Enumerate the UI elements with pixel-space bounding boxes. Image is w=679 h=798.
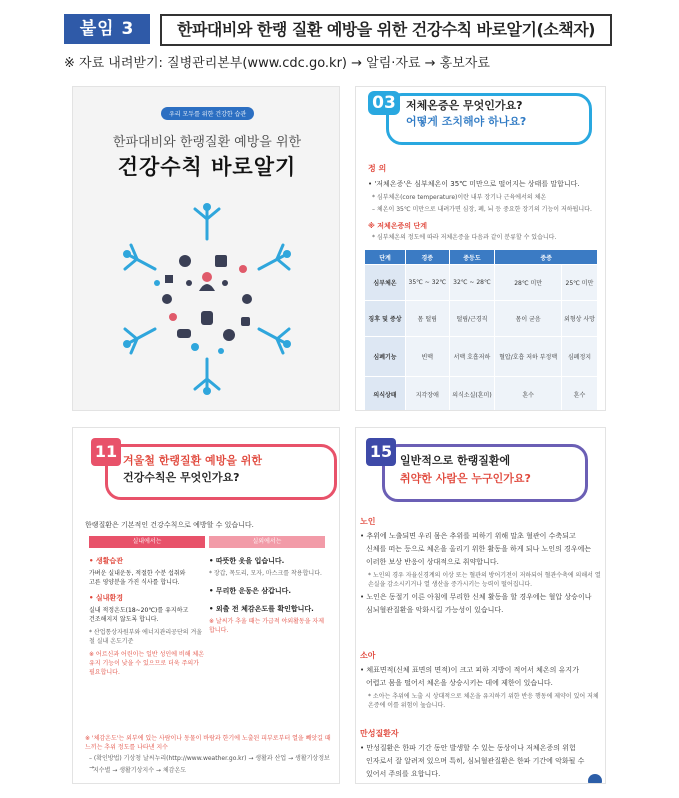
q03-question-line2: 어떻게 조치해야 하나요?: [406, 115, 527, 128]
q03-definition-3: – 체온이 35℃ 미만으로 내려가면 심장, 폐, 뇌 등 중요한 장기의 기능이 저하됩니다.: [372, 206, 592, 213]
q11-intro: 한랭질환은 기본적인 건강수칙으로 예방할 수 있습니다.: [85, 521, 254, 529]
table-header: 단계: [365, 250, 406, 265]
table-row-label: 징후 및 증상: [365, 301, 406, 337]
list-item: 심뇌혈관질환을 악화시킬 가능성이 있습니다.: [366, 606, 504, 614]
list-item: 고른 영양분을 가진 식사를 합니다.: [89, 579, 180, 586]
cover-page: [72, 86, 340, 411]
table-cell: 몸이 굳음: [495, 301, 562, 337]
table-row-label: 심폐기능: [365, 337, 406, 377]
list-item: * 장갑, 목도리, 모자, 마스크를 착용합니다.: [209, 570, 322, 577]
q11-question-line1: 겨울철 한랭질환 예방을 위한: [123, 454, 262, 467]
q11-number: 11: [91, 438, 121, 466]
list-item: * 노인의 경우 자율신경계의 이상 또는 혈관의 방어기전이 저하되어 혈관수축에 의해서 열 손실을 감소시키거나 열 생산을 증가시키는 능력이 떨어집니다.: [368, 572, 601, 588]
list-item: • 무리한 운동은 삼갑니다.: [209, 587, 292, 595]
q15-question-line2: 취약한 사람은 누구인가요?: [400, 472, 531, 485]
table-cell: 35℃ ~ 32℃: [406, 265, 450, 301]
section-elderly: [360, 530, 602, 617]
table-cell: 떨림/근경직: [449, 301, 495, 337]
list-item: • 생활습관: [89, 557, 123, 565]
list-item: 신체를 떠는 등으로 체온을 올리기 위한 활동을 하게 되나 노인의 경우에는: [366, 545, 592, 553]
q15-number: 15: [366, 438, 396, 466]
snowflake-illustration-icon: [107, 199, 307, 399]
page-number-dot-icon: [588, 774, 602, 784]
q03-stage-heading: ※ 저체온증의 단계: [368, 222, 428, 230]
table-cell: 빈맥: [406, 337, 450, 377]
table-cell: 서맥 호흡저하: [449, 337, 495, 377]
table-row-label: 심부체온: [365, 265, 406, 301]
document-title: 한파대비와 한랭 질환 예방을 위한 건강수칙 바로알기(소책자): [160, 14, 612, 46]
q11-question-line2: 건강수칙은 무엇인가요?: [123, 471, 240, 484]
table-cell: 혼수: [561, 377, 597, 412]
hypothermia-stage-table: [364, 249, 598, 411]
page-q15: [355, 427, 606, 784]
table-cell: 혼수: [495, 377, 562, 412]
list-item: 가벼운 실내운동, 적절한 수분 섭취와: [89, 570, 186, 577]
page-q11: [72, 427, 340, 784]
q15-question-line1: 일반적으로 한랭질환에: [400, 454, 511, 467]
table-cell: 외형상 사망: [561, 301, 597, 337]
list-item: • 체표면적(신체 표면의 면적)이 크고 피하 지방이 적어서 체온의 유지가: [360, 666, 579, 674]
q03-question-line1: 저체온증은 무엇인가요?: [406, 99, 523, 112]
section-children: [360, 664, 602, 710]
q03-definition-1: • '저체온증'은 심부체온이 35℃ 미만으로 떨어지는 상태를 말합니다.: [368, 180, 580, 188]
q03-stage-note: * 심부체온의 정도에 따라 저체온증을 다음과 같이 분류할 수 있습니다.: [372, 234, 557, 241]
list-item: • 추위에 노출되면 우리 몸은 추위를 피하기 위해 말초 혈관이 수축되고: [360, 532, 576, 540]
list-item: • 따뜻한 옷을 입습니다.: [209, 557, 285, 565]
list-item: ※ 어르신과 어린이는 일반 성인에 비해 체온 유지 기능이 낮을 수 있으므로 더욱 주의가 필요합니다.: [89, 651, 205, 676]
q11-footnote-3: 지수별 → 생활기상지수 → 체감온도: [93, 767, 187, 774]
list-item: 실내 적정온도(18~20℃)를 유지하고: [89, 607, 189, 614]
table-cell: 심폐정지: [561, 337, 597, 377]
table-cell: 28℃ 미만: [495, 265, 562, 301]
q03-definition-heading: 정 의: [368, 164, 387, 173]
q11-footnote-1: ※ '체감온도'는 외부에 있는 사람이나 동물이 바람과 한기에 노출된 피부로부터 열을 빼앗길 때 느끼는 추위 정도를 나타낸 지수: [85, 735, 331, 751]
list-item: • 만성질환은 한파 기간 동안 발생할 수 있는 동상이나 저체온증의 위험: [360, 744, 576, 752]
table-header: 중증: [495, 250, 598, 265]
table-cell: 지각장애: [406, 377, 450, 412]
table-cell: 의식소실(혼미): [449, 377, 495, 412]
cover-title: 건강수칙 바로알기: [117, 155, 297, 179]
list-item: * 소아는 추위에 노출 시 상대적으로 체온을 유지하기 위한 반응 행동에 제약이 있어 저체온증에 이를 위험이 높습니다.: [368, 693, 599, 709]
q11-footnote-2: – (확인방법) 기상청 날씨누리(http://www.weather.go.kr) → 생활과 산업 → 생활기상정보 →: [89, 755, 330, 771]
list-item: 있어서 주의를 요합니다.: [366, 770, 441, 778]
table-cell: 혈압/호흡 저하 부정맥: [495, 337, 562, 377]
list-item: • 외출 전 체감온도를 확인합니다.: [209, 605, 314, 613]
section-heading-elderly: 노인: [360, 517, 376, 526]
attachment-badge: 붙임 3: [64, 14, 150, 44]
section-chronic: [360, 742, 602, 781]
table-cell: 몸 떨림: [406, 301, 450, 337]
table-header: 경증: [406, 250, 450, 265]
q03-definition-2: * 심부체온(core temperature)이란 내부 장기나 근육에서의 체온: [372, 194, 547, 201]
cover-subtitle: 한파대비와 한랭질환 예방을 위한: [112, 135, 302, 150]
outdoor-column: [209, 552, 325, 635]
q03-number: 03: [368, 91, 400, 115]
table-row-label: 의식상태: [365, 377, 406, 412]
table-header: 중등도: [449, 250, 495, 265]
indoor-column: [89, 552, 205, 677]
list-item: ※ 날씨가 추울 때는 가급적 야외활동을 자제합니다.: [209, 618, 325, 634]
list-item: • 노인은 동절기 이른 아침에 무리한 신체 활동을 할 경우에는 혈압 상승이나: [360, 593, 592, 601]
list-item: 건조해지지 않도록 합니다.: [89, 616, 159, 623]
table-cell: 32℃ ~ 28℃: [449, 265, 495, 301]
list-item: 이러한 보상 반응이 상대적으로 취약합니다.: [366, 558, 499, 566]
cover-pill: 우리 모두를 위한 건강한 습관: [161, 107, 254, 120]
section-heading-chronic: 만성질환자: [360, 729, 399, 738]
list-item: • 실내환경: [89, 594, 123, 602]
list-item: 인자로서 잘 알려져 있으며 특히, 심뇌혈관질환은 한파 기간에 악화될 수: [366, 757, 585, 765]
download-source: ※ 자료 내려받기: 질병관리본부(www.cdc.go.kr) → 알림·자료 → 홍보자료: [64, 56, 490, 71]
section-heading-children: 소아: [360, 651, 376, 660]
list-item: 어렵고 몸을 떨어서 체온을 상승시키는 데에 제한이 있습니다.: [366, 679, 553, 687]
page-q03: [355, 86, 606, 411]
indoor-column-header: 실내에서는: [89, 536, 205, 548]
outdoor-column-header: 실외에서는: [209, 536, 325, 548]
table-cell: 25℃ 미만: [561, 265, 597, 301]
list-item: * 산업통상자원부와 에너지관리공단의 겨울철 실내 온도기준: [89, 629, 203, 645]
